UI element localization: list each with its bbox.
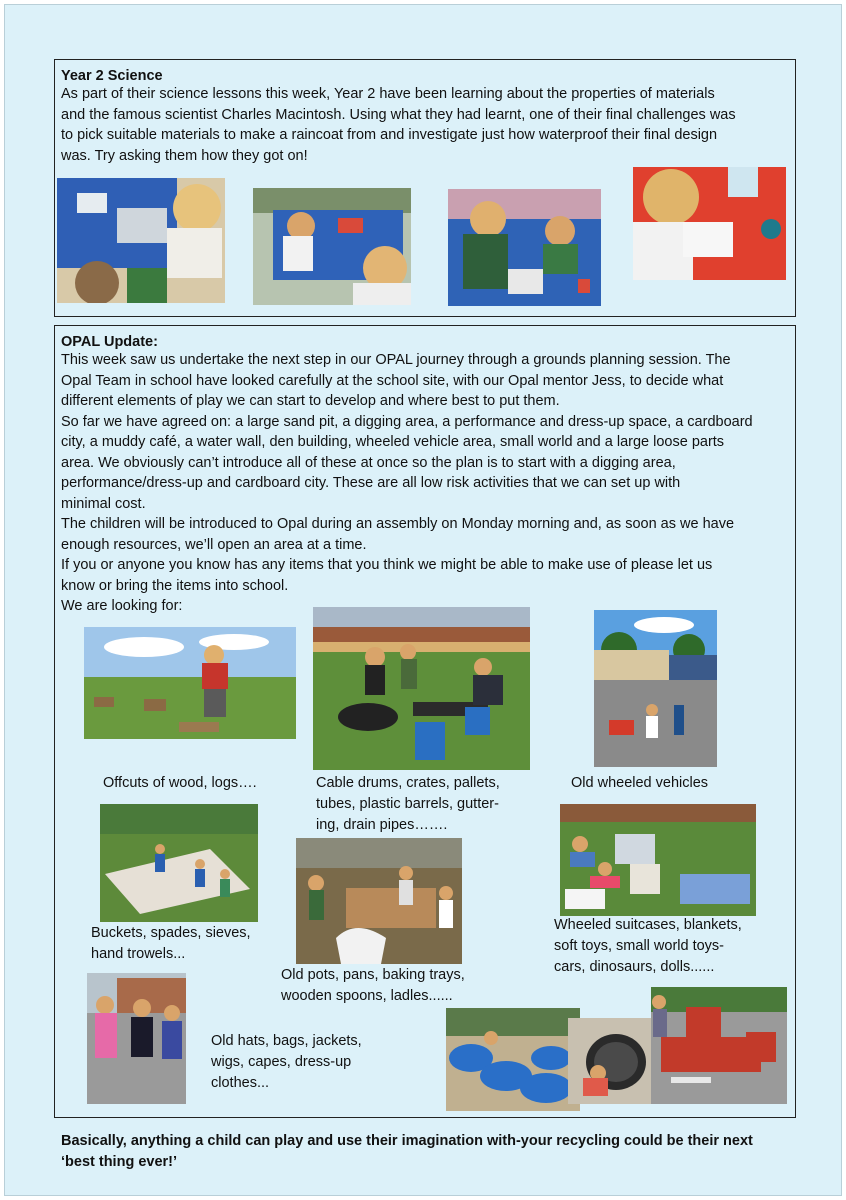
opal-line-12: know or bring the items into school.	[61, 577, 289, 594]
caption-suitcases-2: soft toys, small world toys-	[554, 938, 725, 954]
caption-pots-2: wooden spoons, ladles......	[281, 988, 453, 1004]
caption-cable-3: ing, drain pipes…….	[316, 817, 448, 833]
caption-suitcases-3: cars, dinosaurs, dolls......	[554, 959, 715, 975]
science-photo-2	[253, 188, 411, 305]
caption-hats-1: Old hats, bags, jackets,	[211, 1033, 362, 1049]
caption-buckets-2: hand trowels...	[91, 946, 186, 962]
science-photo-4	[633, 167, 786, 280]
caption-hats-3: clothes...	[211, 1075, 270, 1091]
opal-line-10: enough resources, we’ll open an area at a time.	[61, 536, 367, 553]
opal-line-4: So far we have agreed on: a large sand pit, a digging area, a performance and dress-up space, a cardboard	[61, 413, 753, 430]
photo-dress-up	[87, 973, 186, 1104]
caption-hats-2: wigs, capes, dress-up	[211, 1054, 352, 1070]
opal-line-6: area. We obviously can’t introduce all of these at once so the plan is to start with a digging area,	[61, 454, 676, 471]
photo-blue-barrels	[446, 1008, 580, 1111]
photo-crates	[651, 987, 787, 1104]
caption-suitcases-1: Wheeled suitcases, blankets,	[554, 917, 742, 933]
photo-mud-kitchen	[296, 838, 462, 964]
caption-cable-2: tubes, plastic barrels, gutter-	[316, 796, 499, 812]
science-line-4: was. Try asking them how they got on!	[61, 147, 308, 164]
science-photo-3	[448, 189, 601, 306]
science-photo-1	[57, 178, 225, 303]
photo-sandpit	[100, 804, 258, 922]
science-title: Year 2 Science	[61, 68, 163, 84]
photo-barrels	[313, 607, 530, 770]
science-section	[54, 59, 796, 317]
opal-line-7: performance/dress-up and cardboard city. These are all low risk activities that we can set up with	[61, 475, 681, 491]
photo-logs	[84, 627, 296, 739]
science-line-3: to pick suitable materials to make a raincoat from and investigate just how waterproof their final design	[61, 127, 718, 143]
opal-line-3: different elements of play we can start to develop and where best to put them.	[61, 393, 560, 409]
opal-line-11: If you or anyone you know has any items that you think we might be able to make use of please let us	[61, 557, 713, 573]
footer-message	[61, 1131, 801, 1173]
science-line-1: As part of their science lessons this week, Year 2 have been learning about the properties of materials	[61, 86, 715, 102]
footer-line-2: ‘best thing ever!’	[61, 1154, 178, 1170]
opal-line-13: We are looking for:	[61, 598, 183, 614]
photo-tunnel	[568, 1018, 651, 1104]
opal-section	[54, 325, 796, 1118]
opal-line-9: The children will be introduced to Opal during an assembly on Monday morning and, as soon as we have	[61, 516, 735, 532]
caption-wheeled: Old wheeled vehicles	[571, 775, 709, 791]
caption-cable-1: Cable drums, crates, pallets,	[316, 775, 500, 791]
newsletter-page	[4, 4, 842, 1196]
footer-line-1: Basically, anything a child can play and use their imagination with-your recycling could be their next	[61, 1133, 753, 1149]
caption-buckets-1: Buckets, spades, sieves,	[91, 925, 251, 941]
opal-line-1: This week saw us undertake the next step in our OPAL journey through a grounds planning session. The	[61, 352, 731, 368]
opal-title: OPAL Update:	[61, 334, 158, 350]
opal-line-2: Opal Team in school have looked carefully at the school site, with our Opal mentor Jess, to decide what	[61, 372, 724, 389]
opal-line-5: city, a muddy café, a water wall, den building, wheeled vehicle area, small world and a large loose parts	[61, 434, 725, 450]
science-line-2: and the famous scientist Charles Macintosh. Using what they had learnt, one of their final challenges was	[61, 106, 736, 123]
photo-vehicles	[594, 610, 717, 767]
caption-pots-1: Old pots, pans, baking trays,	[281, 967, 465, 983]
photo-picnic	[560, 804, 756, 916]
caption-wood: Offcuts of wood, logs….	[103, 775, 257, 791]
opal-line-8: minimal cost.	[61, 495, 146, 512]
